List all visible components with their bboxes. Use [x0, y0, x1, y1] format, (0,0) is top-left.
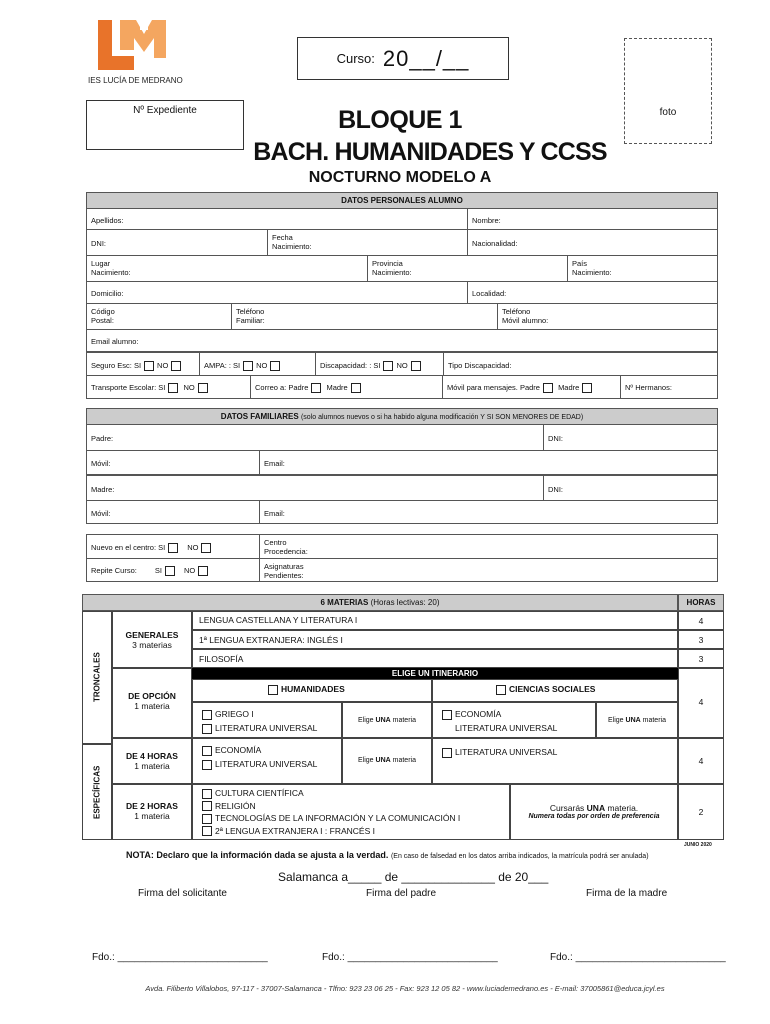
seguro-no-checkbox[interactable]	[171, 361, 181, 371]
repite-si-label: SI	[154, 566, 162, 575]
discapacidad-no-checkbox[interactable]	[411, 361, 421, 371]
apellidos-field[interactable]: Apellidos:	[91, 216, 124, 225]
opcion-sub: 1 materia	[134, 701, 170, 711]
salamanca-line: Salamanca a_____ de ______________ de 20___	[278, 870, 549, 884]
provincia-nac-field[interactable]: Provincia Nacimiento:	[367, 256, 567, 281]
movil-padre-checkbox[interactable]	[543, 383, 553, 393]
row-apellidos	[86, 209, 718, 230]
asignaturas-pendientes-field[interactable]: Asignaturas Pendientes:	[259, 559, 717, 582]
griego-label: GRIEGO I	[215, 709, 254, 719]
telefono-movil-field[interactable]: Teléfono Móvil alumno:	[497, 304, 717, 329]
address-footer: Avda. Filiberto Villalobos, 97-117 - 37007-Salamanca - Tlfno: 923 23 06 25 - Fax: 923 12 05 82 - www.luciademedrano.es - E-mail: 37005861@educa.jcyl.es	[145, 984, 665, 993]
row-centro	[86, 534, 718, 582]
seguro-cell	[87, 353, 197, 375]
ampa-no-label: NO	[256, 361, 268, 370]
movil-mensajes-cell	[442, 376, 620, 398]
humanidades-label: HUMANIDADES	[281, 684, 345, 694]
gen-hours-1: 3	[678, 630, 724, 649]
telefono-familiar-field[interactable]: Teléfono Familiar:	[231, 304, 497, 329]
nombre-field[interactable]: Nombre:	[467, 209, 717, 229]
row-madre-movil	[86, 501, 718, 524]
generales-title: GENERALES	[125, 630, 179, 640]
nuevo-si-checkbox[interactable]	[168, 543, 178, 553]
nuevo-cell	[87, 535, 259, 559]
familiares-title: DATOS FAMILIARES	[220, 412, 299, 421]
religion-checkbox[interactable]	[202, 801, 212, 811]
seguro-label: Seguro Esc: SI	[91, 361, 142, 370]
economia-de4-checkbox[interactable]	[202, 746, 212, 756]
humanidades-checkbox[interactable]	[268, 685, 278, 695]
de4-label	[112, 738, 192, 784]
troncales-label	[82, 611, 112, 744]
materias-subtitle: (Horas lectivas: 20)	[370, 598, 440, 607]
repite-no-label: NO	[183, 566, 196, 575]
row-padre-movil	[86, 451, 718, 475]
expediente-label: Nº Expediente	[133, 105, 197, 116]
materias-title: 6 MATERIAS	[320, 598, 369, 607]
elige-post-2: materia	[640, 717, 666, 724]
movil-madre-label: Madre	[558, 383, 580, 392]
madre-dni-field[interactable]: DNI:	[543, 476, 717, 500]
row-transporte	[86, 376, 718, 399]
curso-value: 20__/__	[382, 45, 470, 71]
opcion-label	[112, 668, 192, 738]
especificas-text: ESPECÍFICAS	[92, 765, 102, 819]
seguro-si-checkbox[interactable]	[144, 361, 154, 371]
correo-padre-checkbox[interactable]	[311, 383, 321, 393]
photo-label: foto	[659, 107, 677, 118]
de4-hum-options	[192, 738, 342, 784]
personal-heading: DATOS PERSONALES ALUMNO	[86, 192, 718, 209]
correo-label: Correo a: Padre	[255, 383, 309, 392]
firma-madre: Firma de la madre	[586, 888, 668, 899]
fecha-nac-field[interactable]: Fecha Nacimiento:	[267, 230, 467, 255]
lit-universal-ccss-de4-label: LITERATURA UNIVERSAL	[455, 747, 558, 757]
firma-solicitante: Firma del solicitante	[138, 888, 227, 899]
madre-field[interactable]: Madre:	[91, 485, 115, 494]
transporte-no-checkbox[interactable]	[198, 383, 208, 393]
row-dni	[86, 230, 718, 256]
row-domicilio	[86, 282, 718, 304]
junio-tag: JUNIO 2020	[684, 842, 712, 848]
transporte-si-checkbox[interactable]	[168, 383, 178, 393]
de2-instructions	[510, 784, 678, 840]
firma-padre: Firma del padre	[366, 888, 437, 899]
de2-label	[112, 784, 192, 840]
especificas-label	[82, 744, 112, 840]
lit-universal-de4-label: LITERATURA UNIVERSAL	[215, 759, 318, 769]
de2-item-3: 2ª LENGUA EXTRANJERA I : FRANCÉS I	[215, 825, 375, 836]
de4-hours: 4	[678, 738, 724, 784]
lit-universal-ccss-label: LITERATURA UNIVERSAL	[455, 723, 558, 733]
de4-title: DE 4 HORAS	[126, 751, 178, 761]
familiares-note: (solo alumnos nuevos o si ha habido alguna modificación Y SI SON MENORES DE EDAD)	[300, 414, 584, 421]
row-lugar	[86, 256, 718, 282]
row-madre	[86, 475, 718, 501]
lit-universal-hum-label: LITERATURA UNIVERSAL	[215, 723, 318, 733]
title-nocturno: NOCTURNO MODELO A	[308, 169, 492, 186]
de2-item-0: CULTURA CIENTÍFICA	[215, 788, 304, 798]
ampa-label: AMPA: : SI	[204, 361, 241, 370]
padre-field[interactable]: Padre:	[91, 434, 114, 443]
familiares-heading	[86, 408, 718, 425]
de4-elige-una	[342, 738, 432, 784]
de2-title: DE 2 HORAS	[126, 801, 178, 811]
seguro-no-label: NO	[157, 361, 169, 370]
economia-opcion-checkbox[interactable]	[442, 710, 452, 720]
nuevo-no-label: NO	[187, 543, 199, 552]
discapacidad-no-label: NO	[396, 361, 408, 370]
ampa-cell	[199, 353, 315, 375]
row-padre	[86, 425, 718, 451]
correo-madre-label: Madre	[326, 383, 348, 392]
griego-checkbox[interactable]	[202, 710, 212, 720]
curso-box[interactable]	[297, 37, 509, 80]
generales-label	[112, 611, 192, 668]
ccss-elige-una	[596, 702, 678, 738]
cultura-cientifica-checkbox[interactable]	[202, 789, 212, 799]
transporte-label: Transporte Escolar: SI	[91, 383, 166, 392]
elige-bold-3: UNA	[375, 757, 391, 764]
gen-hours-2: 3	[678, 649, 724, 668]
domicilio-field[interactable]: Domicilio:	[91, 289, 124, 298]
nota-bold: NOTA: Declaro que la información dada se ajusta a la verdad.	[126, 850, 389, 860]
de4-sub: 1 materia	[134, 761, 170, 771]
row-email	[86, 330, 718, 352]
gen-item-0: LENGUA CASTELLANA Y LITERATURA I	[192, 611, 678, 630]
lit-universal-ccss-de4-checkbox[interactable]	[442, 748, 452, 758]
repite-label: Repite Curso:	[91, 566, 137, 575]
gen-item-2: FILOSOFÍA	[192, 649, 678, 668]
fdo-solicitante[interactable]: Fdo.: ___________________________	[92, 952, 268, 963]
madre-movil-field[interactable]: Móvil:	[91, 509, 111, 518]
email-field[interactable]: Email alumno:	[91, 337, 139, 346]
elige-pre: Elige	[358, 717, 376, 724]
hermanos-field[interactable]: Nº Hermanos:	[620, 376, 717, 398]
numera-text: Numera todas por orden de preferencia	[528, 813, 660, 820]
de2-item-2: TECNOLOGÍAS DE LA INFORMACIÓN Y LA COMUNICACIÓN I	[215, 813, 461, 823]
elige-pre-2: Elige	[608, 717, 626, 724]
ccss-label: CIENCIAS SOCIALES	[509, 684, 596, 694]
discapacidad-si-checkbox[interactable]	[383, 361, 393, 371]
humanidades-option[interactable]	[192, 679, 432, 702]
pais-nac-field[interactable]: País Nacimiento:	[567, 256, 717, 281]
repite-si-checkbox[interactable]	[165, 566, 175, 576]
lit-universal-hum-checkbox[interactable]	[202, 724, 212, 734]
de2-options	[192, 784, 510, 840]
padre-movil-field[interactable]: Móvil:	[91, 459, 111, 468]
row-seguro	[86, 352, 718, 376]
opcion-hours: 4	[678, 668, 724, 738]
ccss-options	[432, 702, 596, 738]
centro-procedencia-field[interactable]: Centro Procedencia:	[259, 535, 717, 559]
ampa-si-checkbox[interactable]	[243, 361, 253, 371]
padre-dni-field[interactable]: DNI:	[543, 425, 717, 450]
correo-cell	[250, 376, 442, 398]
tipo-discapacidad-field[interactable]: Tipo Discapacidad:	[443, 353, 717, 375]
horas-heading: HORAS	[678, 594, 724, 611]
gen-item-1: 1ª LENGUA EXTRANJERA: INGLÉS I	[192, 630, 678, 649]
gen-hours-0: 4	[678, 611, 724, 630]
transporte-cell	[87, 376, 247, 398]
movil-mensajes-label: Móvil para mensajes. Padre	[447, 383, 540, 392]
nota	[126, 850, 726, 860]
title-bach: BACH. HUMANIDADES Y CCSS	[253, 138, 607, 166]
lugar-nac-field[interactable]: Lugar Nacimiento:	[91, 259, 131, 277]
padre-email-field[interactable]: Email:	[259, 451, 717, 474]
madre-email-field[interactable]: Email:	[259, 501, 717, 523]
repite-no-checkbox[interactable]	[198, 566, 208, 576]
economia-de4-label: ECONOMÍA	[215, 745, 262, 755]
school-name: IES LUCÍA DE MEDRANO	[88, 76, 183, 85]
curso-label: Curso:	[336, 51, 375, 66]
de2-sub: 1 materia	[134, 811, 170, 821]
elige-bold: UNA	[375, 717, 391, 724]
fdo-padre[interactable]: Fdo.: ___________________________	[322, 952, 498, 963]
title-bloque: BLOQUE 1	[338, 106, 462, 134]
nota-small: (En caso de falsedad en los datos arriba indicados, la matrícula podrá ser anulada)	[390, 853, 649, 860]
localidad-field[interactable]: Localidad:	[467, 282, 717, 303]
cursaras-bold: UNA	[586, 803, 606, 813]
lit-universal-de4-checkbox[interactable]	[202, 760, 212, 770]
discapacidad-label: Discapacidad: : SI	[320, 361, 381, 370]
tic-checkbox[interactable]	[202, 814, 212, 824]
opcion-title: DE OPCIÓN	[128, 691, 176, 701]
materias-heading	[82, 594, 678, 611]
elige-bold-2: UNA	[625, 717, 641, 724]
fdo-madre[interactable]: Fdo.: ___________________________	[550, 952, 726, 963]
nuevo-label: Nuevo en el centro: SI	[91, 543, 166, 552]
school-logo	[96, 18, 168, 72]
troncales-text: TRONCALES	[92, 652, 102, 703]
ampa-no-checkbox[interactable]	[270, 361, 280, 371]
cursaras-pre: Cursarás	[549, 803, 587, 813]
frances-checkbox[interactable]	[202, 826, 212, 836]
codigo-postal-field[interactable]: Código Postal:	[91, 307, 115, 325]
de4-ccss-options	[432, 738, 678, 784]
elige-post: materia	[390, 717, 416, 724]
hum-elige-una	[342, 702, 432, 738]
row-cp	[86, 304, 718, 330]
elige-post-3: materia	[390, 757, 416, 764]
nuevo-no-checkbox[interactable]	[201, 543, 211, 553]
correo-madre-checkbox[interactable]	[351, 383, 361, 393]
cursaras-post: materia.	[605, 803, 639, 813]
generales-sub: 3 materias	[132, 640, 172, 650]
de2-hours: 2	[678, 784, 724, 840]
ccss-option[interactable]	[432, 679, 678, 702]
transporte-no-label: NO	[183, 383, 195, 392]
de2-item-1: RELIGIÓN	[215, 800, 256, 811]
elige-pre-3: Elige	[358, 757, 376, 764]
photo-box[interactable]	[624, 38, 712, 144]
dni-field[interactable]: DNI:	[91, 239, 106, 248]
ccss-checkbox[interactable]	[496, 685, 506, 695]
repite-cell	[87, 559, 259, 582]
discapacidad-cell	[315, 353, 443, 375]
hum-options	[192, 702, 342, 738]
elige-itinerario-banner: ELIGE UN ITINERARIO	[192, 668, 678, 679]
nacionalidad-field[interactable]: Nacionalidad:	[467, 230, 717, 255]
movil-madre-checkbox[interactable]	[582, 383, 592, 393]
economia-opcion-label: ECONOMÍA	[455, 709, 502, 719]
